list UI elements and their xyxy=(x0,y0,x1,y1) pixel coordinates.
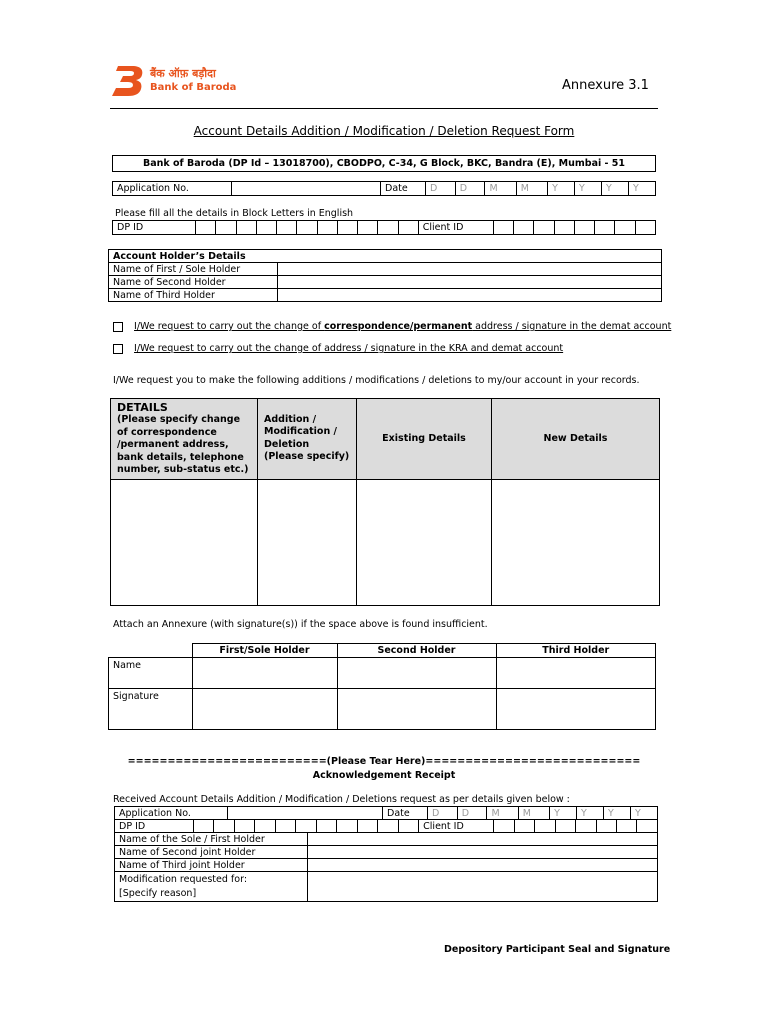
application-no-label: Application No. xyxy=(113,182,232,196)
second-holder-field[interactable] xyxy=(278,276,662,289)
specify-reason-label: [Specify reason] xyxy=(119,887,197,899)
second-holder-label: Name of Second Holder xyxy=(109,276,278,289)
details-heading: DETAILS xyxy=(117,401,168,414)
signature-row-label: Signature xyxy=(109,689,193,730)
application-no-field[interactable] xyxy=(232,182,381,196)
checkbox-icon[interactable] xyxy=(113,344,123,354)
ack-dp-id-cell[interactable] xyxy=(378,820,398,833)
ack-dp-id-cell[interactable] xyxy=(398,820,418,833)
seal-signature-label: Depository Participant Seal and Signature xyxy=(444,944,671,955)
tear-line: =========================(Please Tear Here)=========================== xyxy=(127,756,641,767)
details-table xyxy=(110,398,660,606)
check-option-demat[interactable] xyxy=(113,321,671,332)
client-id-label: Client ID xyxy=(418,221,493,235)
ack-client-id-label: Client ID xyxy=(419,820,494,833)
dp-id-cell[interactable] xyxy=(337,221,357,235)
dp-id-cell[interactable] xyxy=(236,221,256,235)
checkbox-icon[interactable] xyxy=(113,322,123,332)
acknowledgement-title: Acknowledgement Receipt xyxy=(312,770,456,781)
form-title: Account Details Addition / Modification / Deletion Request Form xyxy=(193,124,575,138)
ack-modification-field[interactable] xyxy=(308,872,658,902)
ack-date-y2[interactable]: Y xyxy=(577,807,604,820)
ack-dp-id-cell[interactable] xyxy=(214,820,234,833)
ack-client-id-cell[interactable] xyxy=(637,820,658,833)
dp-id-cell[interactable] xyxy=(317,221,337,235)
third-holder-label: Name of Third Holder xyxy=(109,289,278,302)
date-y3[interactable]: Y xyxy=(602,182,629,196)
date-d1[interactable]: D xyxy=(426,182,456,196)
dp-client-row xyxy=(112,220,656,235)
logo-hindi: बैंक ऑफ़ बड़ौदा xyxy=(150,67,216,80)
ack-second-holder-label: Name of Second joint Holder xyxy=(115,846,308,859)
ack-client-id-cell[interactable] xyxy=(616,820,636,833)
new-details-header: New Details xyxy=(492,399,660,480)
modification-requested-label: Modification requested for: xyxy=(119,873,248,885)
first-holder-col: First/Sole Holder xyxy=(192,644,337,658)
ack-date-d2[interactable]: D xyxy=(457,807,487,820)
attach-annexure-note: Attach an Annexure (with signature(s)) if the space above is found insufficient. xyxy=(113,619,488,630)
check-option-kra[interactable] xyxy=(113,343,563,354)
dp-id-cell[interactable] xyxy=(256,221,276,235)
ack-date-y3[interactable]: Y xyxy=(604,807,631,820)
dp-id-cell[interactable] xyxy=(398,221,418,235)
ack-details-table xyxy=(114,832,658,902)
ack-third-holder-field[interactable] xyxy=(308,859,658,872)
ack-date-y4[interactable]: Y xyxy=(630,807,657,820)
ack-application-no-label: Application No. xyxy=(115,807,228,820)
date-d2[interactable]: D xyxy=(455,182,485,196)
ack-date-m2[interactable]: M xyxy=(518,807,549,820)
client-id-cell[interactable] xyxy=(615,221,635,235)
date-y4[interactable]: Y xyxy=(628,182,655,196)
second-holder-signature-field[interactable] xyxy=(337,689,496,730)
ack-date-y1[interactable]: Y xyxy=(550,807,577,820)
ack-dp-id-cell[interactable] xyxy=(357,820,377,833)
ack-date-d1[interactable]: D xyxy=(428,807,458,820)
second-holder-name-field[interactable] xyxy=(337,658,496,689)
client-id-cell[interactable] xyxy=(554,221,574,235)
signature-corner-cell xyxy=(109,644,193,658)
first-holder-field[interactable] xyxy=(278,263,662,276)
details-col-header xyxy=(111,399,258,480)
client-id-cell[interactable] xyxy=(635,221,656,235)
annexure-label: Annexure 3.1 xyxy=(562,78,649,93)
name-row-label: Name xyxy=(109,658,193,689)
date-label: Date xyxy=(381,182,426,196)
first-holder-signature-field[interactable] xyxy=(192,689,337,730)
existing-entry-cell[interactable] xyxy=(357,479,492,605)
ack-dp-id-label: DP ID xyxy=(115,820,194,833)
third-holder-signature-field[interactable] xyxy=(496,689,656,730)
client-id-cell[interactable] xyxy=(514,221,534,235)
first-holder-name-field[interactable] xyxy=(192,658,337,689)
ack-dp-id-cell[interactable] xyxy=(316,820,336,833)
ack-dp-id-cell[interactable] xyxy=(255,820,275,833)
received-statement: Received Account Details Addition / Modification / Deletions request as per details given below : xyxy=(113,794,570,805)
dp-id-cell[interactable] xyxy=(378,221,398,235)
date-m2[interactable]: M xyxy=(516,182,547,196)
first-holder-label: Name of First / Sole Holder xyxy=(109,263,278,276)
date-y1[interactable]: Y xyxy=(548,182,575,196)
ack-dp-id-cell[interactable] xyxy=(194,820,214,833)
dp-info-box: Bank of Baroda (DP Id – 13018700), CBODPO, C-34, G Block, BKC, Bandra (E), Mumbai - 51 xyxy=(112,155,656,172)
ack-dp-id-cell[interactable] xyxy=(337,820,357,833)
ack-client-id-cell[interactable] xyxy=(576,820,596,833)
check-option-demat-post: address / signature in the demat account xyxy=(472,321,672,332)
dp-id-cell[interactable] xyxy=(297,221,317,235)
bank-logo-icon xyxy=(110,64,146,98)
header-rule xyxy=(110,108,658,109)
ack-first-holder-field[interactable] xyxy=(308,833,658,846)
ack-application-row xyxy=(114,806,658,820)
ack-dp-client-row xyxy=(114,819,658,833)
holder-details-table xyxy=(108,249,662,302)
ack-date-m1[interactable]: M xyxy=(487,807,518,820)
bank-logo xyxy=(110,64,260,100)
dp-id-cell[interactable] xyxy=(216,221,236,235)
ack-client-id-cell[interactable] xyxy=(596,820,616,833)
new-entry-cell[interactable] xyxy=(492,479,660,605)
client-id-cell[interactable] xyxy=(595,221,615,235)
ack-client-id-cell[interactable] xyxy=(535,820,555,833)
signature-table xyxy=(108,643,656,730)
dp-id-label: DP ID xyxy=(113,221,196,235)
third-holder-field[interactable] xyxy=(278,289,662,302)
client-id-cell[interactable] xyxy=(534,221,554,235)
logo-english: Bank of Baroda xyxy=(150,82,237,93)
ack-client-id-cell[interactable] xyxy=(555,820,575,833)
ack-dp-id-cell[interactable] xyxy=(275,820,295,833)
ack-second-holder-field[interactable] xyxy=(308,846,658,859)
details-entry-cell[interactable] xyxy=(111,479,258,605)
existing-details-header: Existing Details xyxy=(357,399,492,480)
second-holder-col: Second Holder xyxy=(337,644,496,658)
request-statement: I/We request you to make the following additions / modifications / deletions to my/our account in your records. xyxy=(113,375,640,386)
third-holder-name-field[interactable] xyxy=(496,658,656,689)
action-col-header: Addition / Modification / Deletion (Please specify) xyxy=(258,399,357,480)
dp-id-cell[interactable] xyxy=(358,221,378,235)
date-y2[interactable]: Y xyxy=(575,182,602,196)
ack-application-no-field[interactable] xyxy=(228,807,383,820)
application-row xyxy=(112,181,656,196)
check-option-demat-pre: I/We request to carry out the change of xyxy=(134,321,325,332)
block-letters-instruction: Please fill all the details in Block Letters in English xyxy=(115,208,354,219)
ack-client-id-cell[interactable] xyxy=(514,820,534,833)
dp-id-cell[interactable] xyxy=(196,221,216,235)
action-entry-cell[interactable] xyxy=(258,479,357,605)
ack-dp-id-cell[interactable] xyxy=(296,820,316,833)
date-m1[interactable]: M xyxy=(485,182,516,196)
ack-client-id-cell[interactable] xyxy=(494,820,514,833)
ack-modification-label xyxy=(115,872,308,902)
client-id-cell[interactable] xyxy=(493,221,513,235)
check-option-kra-label: I/We request to carry out the change of address / signature in the KRA and demat account xyxy=(134,343,564,354)
ack-first-holder-label: Name of the Sole / First Holder xyxy=(115,833,308,846)
dp-id-cell[interactable] xyxy=(277,221,297,235)
third-holder-col: Third Holder xyxy=(496,644,656,658)
ack-date-label: Date xyxy=(383,807,428,820)
holder-details-heading: Account Holder’s Details xyxy=(109,250,662,263)
ack-dp-id-cell[interactable] xyxy=(234,820,254,833)
details-subheading: (Please specify change of correspondence /permanent address, bank details, telephone number, sub-status etc.) xyxy=(117,414,249,475)
ack-third-holder-label: Name of Third joint Holder xyxy=(115,859,308,872)
check-option-demat-bold: correspondence/permanent xyxy=(324,321,473,332)
client-id-cell[interactable] xyxy=(574,221,594,235)
